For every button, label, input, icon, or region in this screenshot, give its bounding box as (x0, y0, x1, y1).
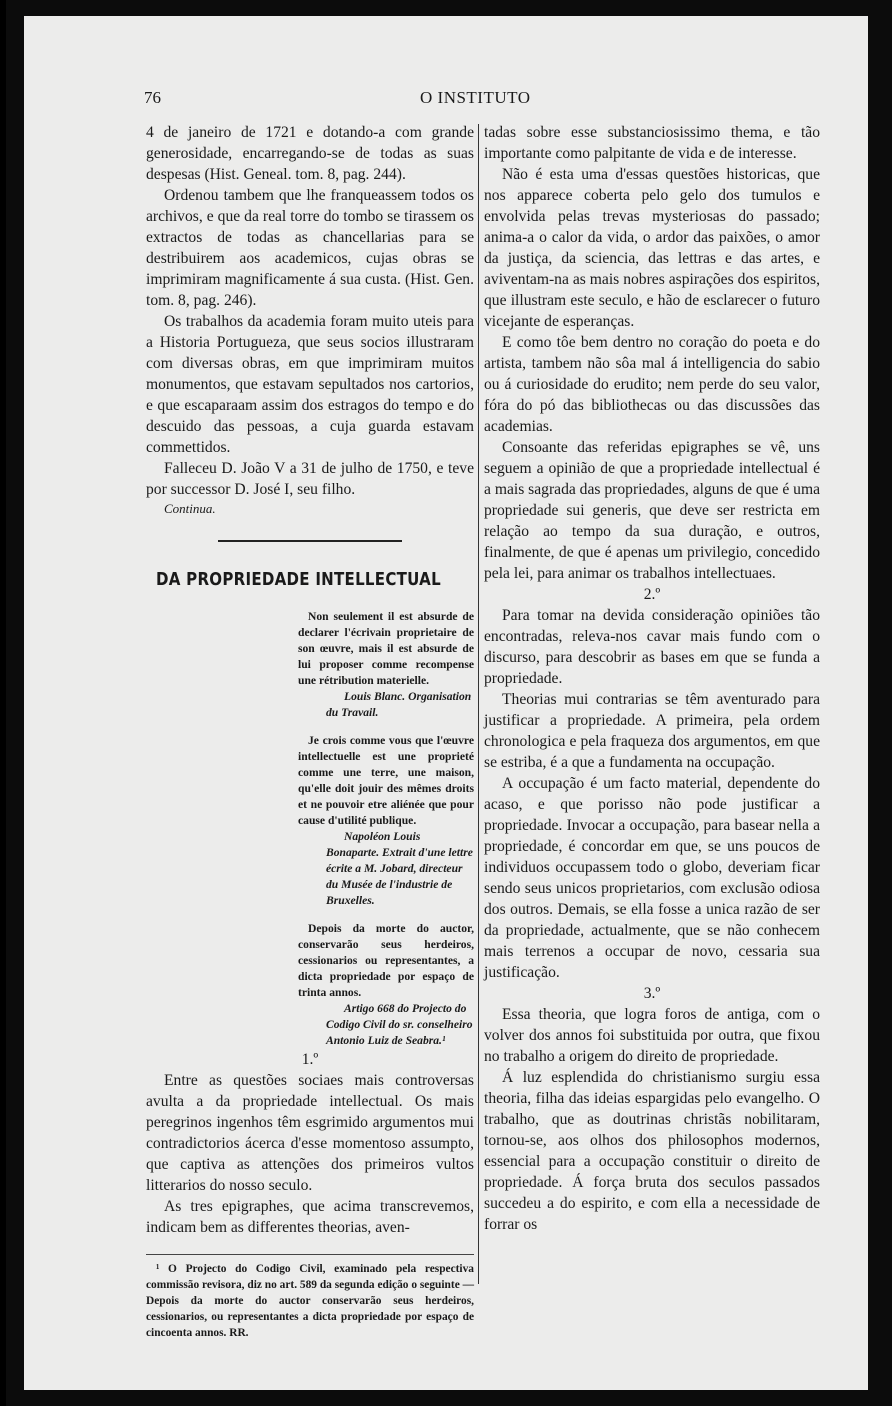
journal-title: O INSTITUTO (420, 88, 531, 107)
page (24, 16, 868, 1390)
column-divider (478, 124, 479, 1284)
epigraph-quote: Depois da morte do auctor, conservarão seus herdeiros, cessionarios ou representantes, a dicta propriedade por espaço de trinta annos. (298, 922, 474, 999)
paragraph: Para tomar na devida consideração opiniões tão encontradas, releva-nos cavar mais fundo com o discurso, para descobrir as bases em que se funda a propriedade. (484, 607, 820, 687)
paragraph: Á luz esplendida do christianismo surgiu essa theoria, filha das ideias espargidas pelo evangelho. O trabalho, que as doutrinas christãs nobilitaram, tornou-se, aos olhos dos philosophos modernos, essencial para a occupação constituir o direito de propriedade. Á força bruta dos seculos passados succedeu a do espirito, e com ella a necessidade de forrar os (484, 1069, 820, 1233)
paragraph: E como tôe bem dentro no coração do poeta e do artista, tambem não sôa mal á intelligencia do sabio ou á curiosidade do erudito; nem perde do seu valor, fóra do pó das bibliothecas ou das discussões das academias. (484, 334, 820, 435)
epigraph-quote: Je crois comme vous que l'œuvre intellectuelle est une proprieté comme une terre, une maison, qu'elle doit jouir des mêmes droits et ne pouvoir etre aliénée que pour cause d'utilité publique. (298, 734, 474, 827)
paragraph: A occupação é um facto material, dependente do acaso, e que porisso não pode justificar a propriedade. Invocar a occupação, para basear nella a propriedade, é concordar em que, se uns poucos de individuos occupassem todo o globo, deveriam ficar sendo seus unicos proprietarios, com exclusão odiosa dos outros. Demais, se ella fosse a unica razão de ser da propriedade, actualmente, que se não conhecem mais terrenos a occupar de novo, cessaria sua justificação. (484, 775, 820, 981)
epigraph-block (298, 609, 474, 1049)
paragraph: 4 de janeiro de 1721 e dotando-a com grande generosidade, encarregando-se de todas as suas despesas (Hist. Geneal. tom. 8, pag. 244). (146, 124, 474, 183)
epigraph-author: Louis Blanc. Organisation du Travail. (326, 690, 472, 719)
continua-note: Continua. (164, 501, 216, 516)
paragraph: Não é esta uma d'essas questões historicas, que nos apparece coberta pelo gelo dos tumulos e envolvida pelas trevas mysteriosas do passado; anima-a o calor da vida, o ardor das paixões, o amor da justiça, da sciencia, das lettras e das artes, e aviventam-na as mais nobres aspirações dos espiritos, que illustram este seculo, e hão de esclarecer o futuro vicejante de esperanças. (484, 166, 820, 330)
paragraph: Ordenou tambem que lhe franqueassem todos os archivos, e que da real torre do tombo se tirassem os extractos de todas as chancellarias para se destribuirem aos academicos, cujas obras se imprimiram magnificamente á sua custa. (Hist. Gen. tom. 8, pag. 246). (146, 187, 474, 309)
running-head (144, 88, 844, 110)
right-column (484, 122, 820, 1235)
section-number: 1.º (301, 1051, 319, 1068)
paragraph: tadas sobre esse substanciosissimo thema, e tão importante como palpitante de vida e de interesse. (484, 124, 820, 162)
footnote (146, 1254, 474, 1341)
paragraph: Entre as questões sociaes mais controversas avulta a da propriedade intellectual. Os mais peregrinos ingenhos têm esgrimido argumentos mui contradictorios ácerca d'esse momentoso assumpto, que captiva as attenções dos primeiros vultos litterarios do nosso seculo. (146, 1072, 474, 1194)
section-number: 2.º (643, 586, 661, 603)
paragraph: Theorias mui contrarias se têm aventurado para justificar a propriedade. A primeira, pela ordem chronologica e pela fraqueza dos argumentos, em que se estriba, é a que a fundamenta na occupação. (484, 691, 820, 771)
footnote-text: ¹ O Projecto do Codigo Civil, examinado pela respectiva commissão revisora, diz no art. 589 da segunda edição o seguinte — Depois da morte do auctor conservarão seus herdeiros, cessionarios, ou representantes a dicta propriedade por espaço de cincoenta annos. RR. (146, 1263, 474, 1339)
epigraph-author: Napoléon Louis Bonaparte. Extrait d'une lettre écrite a M. Jobard, directeur du Musée de l'industrie de Bruxelles. (326, 830, 473, 907)
paragraph: As tres epigraphes, que acima transcrevemos, indicam bem as differentes theorias, aven- (146, 1198, 474, 1236)
page-number: 76 (144, 88, 161, 107)
left-column (146, 122, 474, 1341)
paragraph: Os trabalhos da academia foram muito uteis para a Historia Portugueza, que seus socios illustraram com diversas obras, em que imprimiram muitos monumentos, que estavam sepultados nos cartorios, e que escaparaam assim dos estragos do tempo e do descuido das pessoas, a cuja guarda estavam commettidos. (146, 313, 474, 456)
section-title: DA PROPRIEDADE INTELLECTUAL (156, 570, 441, 590)
section-rule (218, 540, 402, 542)
paragraph: Falleceu D. João V a 31 de julho de 1750, e teve por successor D. José I, seu filho. (146, 460, 474, 498)
epigraph-quote: Non seulement il est absurde de declarer l'écrivain proprietaire de son œuvre, mais il est absurde de lui proposer comme recompense une rétribution materielle. (298, 610, 474, 687)
section-number: 3.º (643, 985, 661, 1002)
paragraph: Essa theoria, que logra foros de antiga, com o volver dos annos foi substituida por outra, que fixou no trabalho a origem do direito de propriedade. (484, 1006, 820, 1065)
epigraph-author: Artigo 668 do Projecto do Codigo Civil do sr. conselheiro Antonio Luiz de Seabra.¹ (326, 1002, 473, 1047)
paragraph: Consoante das referidas epigraphes se vê, uns seguem a opinião de que a propriedade intellectual é a mais sagrada das propriedades, alguns de que é uma propriedade sui generis, que deve ser restricta em relação ao tempo da sua duração, e outros, finalmente, de que é apenas um privilegio, concedido pela lei, para animar os trabalhos intellectuaes. (484, 439, 821, 582)
scan-edge (0, 0, 6, 1406)
